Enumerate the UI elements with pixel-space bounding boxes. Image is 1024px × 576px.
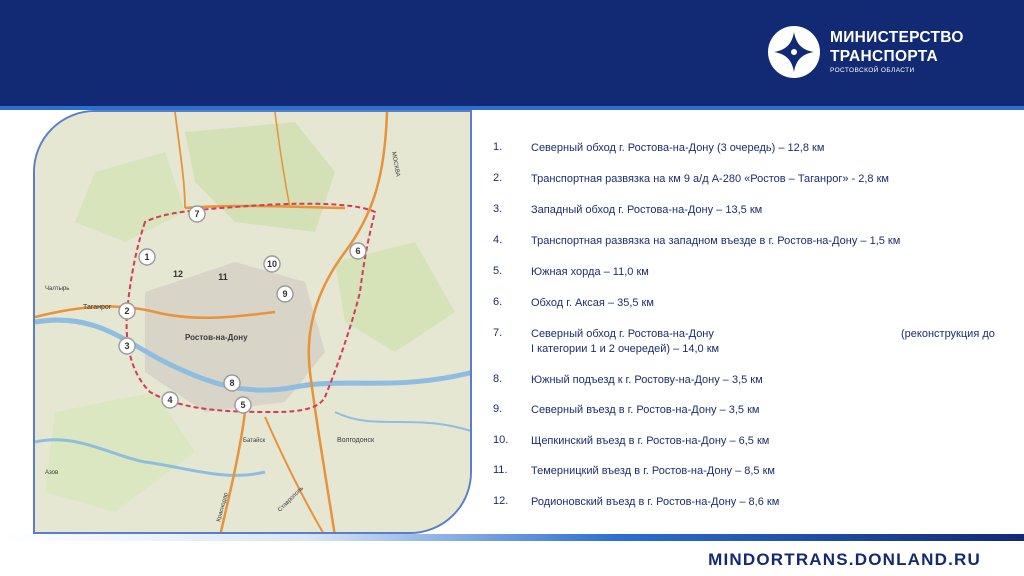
map-marker-10 xyxy=(264,256,280,272)
footer-band xyxy=(0,534,1024,541)
map-label-stavropol: Ставрополь xyxy=(277,485,305,514)
item-text: Южный подъезд к г. Ростову-на-Дону – 3,5 км xyxy=(531,374,763,386)
map-label-bataysk: Батайск xyxy=(243,438,266,444)
compass-star-icon xyxy=(768,26,820,78)
map-label-moskva: МОСКВА xyxy=(390,151,401,178)
marker-label: 4 xyxy=(167,395,173,405)
marker-label: 8 xyxy=(229,378,235,388)
item-number: 4. xyxy=(493,234,503,246)
road-map xyxy=(33,110,472,534)
item-text: Северный обход г. Ростова-на-Дону (3 очередь) – 12,8 км xyxy=(531,142,825,154)
map-marker-9 xyxy=(277,286,293,302)
item-number: 3. xyxy=(493,203,503,215)
item-text: Транспортная развязка на км 9 а/д А-280 «Ростов – Таганрог» - 2,8 км xyxy=(531,173,889,185)
map-marker-2 xyxy=(119,303,135,319)
item-number: 9. xyxy=(493,403,503,415)
map-marker-12: 12 xyxy=(172,269,184,279)
item-text-tail: (реконструкция до xyxy=(901,328,995,340)
item-number: 1. xyxy=(493,141,503,153)
item-text: Северный въезд в г. Ростов-на-Дону – 3,5 км xyxy=(531,404,760,416)
org-name xyxy=(830,28,964,66)
item-text: Транспортная развязка на западном въезде в г. Ростов-на-Дону – 1,5 км xyxy=(531,235,901,247)
map-label-rostov: Ростов-на-Дону xyxy=(185,333,248,342)
map-marker-11: 11 xyxy=(218,272,228,282)
item-number: 8. xyxy=(493,373,503,385)
map-marker-1 xyxy=(139,249,155,265)
org-name-line2: ТРАНСПОРТА xyxy=(830,48,939,65)
item-text: Обход г. Аксая – 35,5 км xyxy=(531,297,654,309)
map-label-volgodonsk: Волгодонск xyxy=(337,437,375,444)
item-text: Родионовский въезд в г. Ростов-на-Дону – 8,6 км xyxy=(531,496,780,508)
item-text: Западный обход г. Ростова-на-Дону – 13,5 км xyxy=(531,204,763,216)
item-number: 7. xyxy=(493,327,503,339)
map-marker-3 xyxy=(119,338,135,354)
item-number: 5. xyxy=(493,265,503,277)
item-text: Южная хорда – 11,0 км xyxy=(531,266,649,278)
item-text: Темерницкий въезд в г. Ростов-на-Дону – 8,5 км xyxy=(531,465,775,477)
marker-label: 5 xyxy=(240,400,246,410)
map-marker-8 xyxy=(224,375,240,391)
marker-label: 2 xyxy=(124,306,130,316)
item-text: Щепкинский въезд в г. Ростов-на-Дону – 6,5 км xyxy=(531,435,770,447)
map-marker-7 xyxy=(189,206,205,222)
map-marker-5 xyxy=(235,397,251,413)
map-label-taganrog: Таганрог xyxy=(83,304,112,311)
marker-label: 7 xyxy=(194,209,200,219)
item-number: 12. xyxy=(493,495,509,507)
item-text xyxy=(531,327,995,357)
map-marker-6 xyxy=(350,243,366,259)
item-number: 2. xyxy=(493,172,503,184)
item-number: 6. xyxy=(493,296,503,308)
item-number: 10. xyxy=(493,434,509,446)
org-subtitle: РОСТОВСКОЙ ОБЛАСТИ xyxy=(830,67,915,74)
map-marker-4 xyxy=(162,392,178,408)
marker-label: 3 xyxy=(124,341,130,351)
site-url: MINDORTRANS.DONLAND.RU xyxy=(708,550,981,569)
org-name-line1: МИНИСТЕРСТВО xyxy=(830,29,964,46)
map-label-krasnodar: Краснодар xyxy=(216,492,230,523)
item-number: 11. xyxy=(493,464,508,476)
map-label-azov: Азов xyxy=(45,470,59,476)
marker-label: 10 xyxy=(266,259,278,269)
marker-label: 9 xyxy=(282,289,288,299)
item-text-main: Северный обход г. Ростова-на-Дону xyxy=(531,328,714,340)
marker-label: 6 xyxy=(355,246,361,256)
marker-label: 1 xyxy=(144,252,150,262)
map-label-chaltyr: Чалтырь xyxy=(45,286,70,292)
item-text-line2: I категории 1 и 2 очередей) – 14,0 км xyxy=(531,343,720,355)
